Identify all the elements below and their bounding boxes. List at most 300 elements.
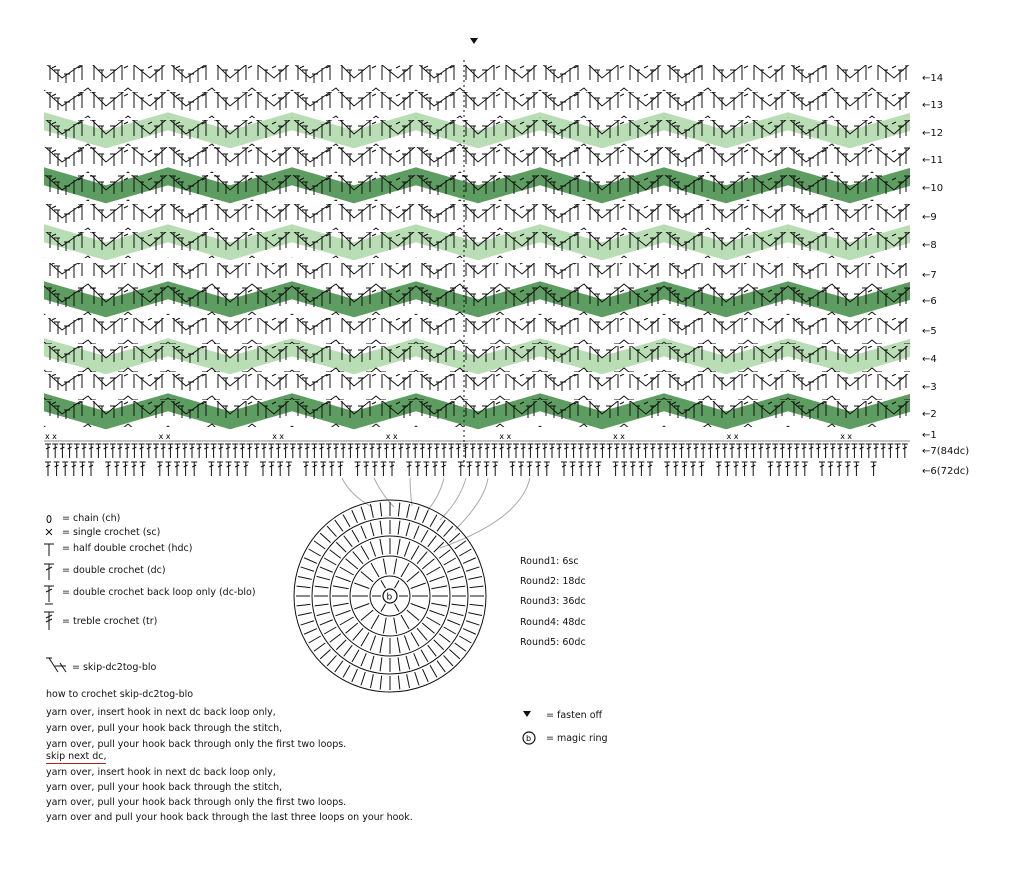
base-stitch [587, 462, 593, 476]
sc-stitch: x [392, 432, 398, 441]
round4-stitch [361, 653, 366, 666]
base-stitch [638, 462, 644, 476]
base-stitch [535, 444, 541, 458]
round4-stitch [324, 558, 336, 565]
stitch-row-11 [44, 147, 910, 173]
sc-stitch: x [272, 432, 277, 441]
base-stitch [700, 444, 706, 458]
row-label: ←5 [922, 326, 937, 337]
base-stitch [412, 444, 418, 458]
round-chart [294, 500, 486, 692]
base-stitch [767, 462, 773, 476]
base-stitch [549, 444, 555, 458]
row-label: ←10 [922, 183, 944, 194]
base-stitch [71, 462, 77, 476]
base-stitch [729, 444, 735, 458]
round5-stitch [314, 541, 325, 549]
round5-stitch [314, 643, 325, 651]
legend-tr-label: = treble crochet (tr) [62, 616, 158, 627]
round2-stitch [407, 572, 419, 582]
round4-stitch [324, 627, 336, 634]
base-stitch [466, 462, 472, 476]
base-stitch [131, 444, 137, 458]
round5-stitch [470, 604, 484, 605]
round4-stitch [450, 576, 464, 580]
base-stitch [621, 444, 627, 458]
base-stitch [578, 444, 584, 458]
base-stitch [333, 444, 339, 458]
round-5: Round5: 60dc [520, 637, 586, 648]
base-stitch [715, 444, 721, 458]
round5-stitch [320, 650, 330, 659]
round3-stitch [380, 539, 383, 555]
instruction-step-7: yarn over, pull your hook back through only the first two loops. [46, 797, 347, 808]
round5-stitch [444, 526, 453, 536]
base-stitch [679, 444, 685, 458]
round5-stitch [301, 567, 314, 571]
round5-stitch [327, 526, 336, 536]
base-stitch [54, 462, 60, 476]
base-stitch [722, 444, 728, 458]
base-stitch [131, 462, 137, 476]
row-label: ←2 [922, 409, 937, 420]
base-stitch [830, 444, 836, 458]
round5-stitch [466, 621, 479, 625]
base-stitch [693, 444, 699, 458]
stitch-row-14 [44, 65, 910, 91]
round4-stitch [330, 634, 341, 643]
base-stitch [290, 444, 296, 458]
round5-stitch [455, 643, 466, 651]
round5-stitch [463, 558, 476, 564]
base-stitch [432, 462, 438, 476]
base-stitch [182, 444, 188, 458]
base-stitch [423, 462, 429, 476]
base-stitch [837, 444, 843, 458]
base-stitch [851, 444, 857, 458]
round1-stitch [381, 604, 386, 612]
base-stitch [458, 462, 464, 476]
round5-stitch [449, 650, 459, 659]
base-stitch [448, 444, 454, 458]
round5-stitch [466, 567, 479, 571]
row-label: ←6(72dc) [922, 466, 970, 477]
round-2: Round2: 18dc [520, 576, 586, 587]
base-stitch [585, 444, 591, 458]
base-stitch [218, 444, 224, 458]
round4-stitch [434, 640, 444, 650]
round5-stitch [470, 586, 484, 587]
base-stitch [527, 462, 533, 476]
base-stitch [398, 444, 404, 458]
round4-stitch [439, 634, 450, 643]
base-stitch [743, 444, 749, 458]
round5-stitch [459, 549, 471, 556]
base-stitch [621, 462, 627, 476]
base-stitch [787, 444, 793, 458]
base-stitch [45, 462, 51, 476]
round4-stitch [330, 550, 341, 559]
base-stitch [347, 444, 353, 458]
base-stitch [211, 444, 217, 458]
stitch-row-5 [44, 318, 910, 344]
round5-stitch [415, 672, 419, 685]
base-stitch [571, 444, 577, 458]
base-stitch [312, 462, 318, 476]
base-stitch [297, 444, 303, 458]
base-stitch [326, 444, 332, 458]
base-stitch [103, 444, 109, 458]
round3-stitch [380, 637, 383, 653]
round3-stitch [411, 546, 419, 560]
stitch-row-12 [44, 120, 910, 146]
fasten-off-label: = fasten off [546, 710, 603, 721]
round4-stitch [451, 604, 465, 606]
base-stitch [277, 462, 283, 476]
base-stitch [895, 444, 901, 458]
round5-stitch [463, 629, 476, 635]
round4-stitch [451, 586, 465, 588]
round-1: Round1: 6sc [520, 556, 579, 567]
round5-stitch [430, 515, 437, 527]
round5-stitch [437, 520, 445, 531]
base-stitch [217, 462, 223, 476]
round5-stitch [304, 629, 317, 635]
base-stitch [556, 444, 562, 458]
sc-stitch: x [52, 432, 57, 441]
base-stitch [415, 462, 421, 476]
base-stitch [643, 444, 649, 458]
instructions-title: how to crochet skip-dc2tog-blo [46, 689, 194, 700]
base-stitch [724, 462, 730, 476]
base-stitch [902, 444, 908, 458]
legend-hdc-label: = half double crochet (hdc) [62, 543, 193, 554]
base-stitch [823, 444, 829, 458]
base-stitch [303, 462, 309, 476]
instruction-step-6: yarn over, pull your hook back through the stitch, [46, 782, 283, 793]
base-stitch [88, 444, 94, 458]
round5-stitch [361, 672, 365, 685]
base-stitch [819, 462, 825, 476]
base-stitch [45, 444, 51, 458]
round4-stitch [444, 558, 456, 565]
round5-stitch [309, 636, 321, 643]
sc-stitch: x [733, 432, 739, 441]
instruction-step-1: yarn over, insert hook in next dc back loop only, [46, 707, 276, 718]
base-stitch [845, 462, 851, 476]
round4-stitch [428, 645, 437, 656]
row-label: ←7(84dc) [922, 446, 970, 457]
round2-stitch [383, 618, 386, 634]
base-stitch [873, 444, 879, 458]
round5-stitch [415, 507, 419, 520]
base-stitch [81, 444, 87, 458]
base-stitch [146, 444, 152, 458]
base-stitch [391, 444, 397, 458]
sc-stitch: x [726, 432, 732, 441]
base-stitch [275, 444, 281, 458]
sc-stitch: x [45, 432, 50, 441]
base-stitch [304, 444, 310, 458]
round5-stitch [361, 507, 365, 520]
round3-stitch [340, 567, 354, 575]
legend-dc-label: = double crochet (dc) [62, 565, 166, 576]
sc-stitch: x [506, 432, 512, 441]
base-stitch [362, 444, 368, 458]
base-stitch [614, 444, 620, 458]
base-stitch [716, 462, 722, 476]
stitch-row-4 [44, 346, 910, 372]
base-stitch [434, 444, 440, 458]
round5-stitch [298, 576, 312, 579]
round3-stitch [404, 635, 409, 650]
stitch-row-8 [44, 232, 910, 258]
base-stitch [363, 462, 369, 476]
base-stitch [808, 444, 814, 458]
round3-stitch [426, 617, 440, 625]
base-stitch [628, 444, 634, 458]
base-stitch [191, 462, 197, 476]
base-stitch [776, 462, 782, 476]
round5-stitch [398, 503, 399, 517]
round5-stitch [343, 515, 350, 527]
round3-stitch [340, 617, 354, 625]
round2-stitch [354, 583, 369, 588]
base-stitch [369, 444, 375, 458]
magic-ring-label: = magic ring [546, 733, 608, 744]
base-stitch [785, 462, 791, 476]
fasten-off-icon [523, 711, 531, 717]
round2-stitch [394, 618, 397, 634]
base-stitch [208, 462, 214, 476]
base-stitch [286, 462, 292, 476]
round2-stitch [354, 604, 369, 609]
legend-chain-label: = chain (ch) [62, 513, 121, 524]
base-stitch [389, 462, 395, 476]
base-stitch [232, 444, 238, 458]
round5-stitch [297, 604, 311, 605]
round3-stitch [431, 603, 447, 606]
base-stitch [67, 444, 73, 458]
round2-stitch [411, 604, 426, 609]
base-stitch [383, 444, 389, 458]
base-stitch [844, 444, 850, 458]
base-stitch [355, 462, 361, 476]
base-stitch [484, 444, 490, 458]
row-label: ←4 [922, 354, 937, 365]
row-label: ←12 [922, 128, 944, 139]
base-stitch [657, 444, 663, 458]
base-stitch [165, 462, 171, 476]
base-stitch [750, 462, 756, 476]
round5-stitch [468, 576, 482, 579]
round5-stitch [370, 674, 373, 688]
legend-dc-blo-label: = double crochet back loop only (dc-blo) [62, 587, 256, 598]
base-stitch [95, 444, 101, 458]
instruction-step-5: yarn over, insert hook in next dc back loop only, [46, 767, 276, 778]
round4-stitch [439, 550, 450, 559]
round4-stitch [336, 542, 346, 552]
instruction-step-4: skip next dc, [46, 751, 107, 762]
round4-stitch [406, 523, 410, 537]
round1-stitch [395, 604, 400, 612]
base-stitch [736, 444, 742, 458]
round5-stitch [459, 636, 471, 643]
row-label: ←1 [922, 430, 937, 441]
base-stitch [372, 462, 378, 476]
round4-stitch [444, 627, 456, 634]
row-label: ←6 [922, 296, 937, 307]
round5-stitch [468, 613, 482, 616]
base-stitch [499, 444, 505, 458]
round-4: Round4: 48dc [520, 617, 586, 628]
base-stitch [355, 444, 361, 458]
base-stitch [243, 462, 249, 476]
base-stitch [828, 462, 834, 476]
round2-stitch [401, 563, 409, 577]
base-stitch [175, 444, 181, 458]
base-stitch [225, 444, 231, 458]
base-stitch [139, 444, 145, 458]
round3-stitch [346, 623, 358, 633]
base-stitch [613, 462, 619, 476]
connector-lines [342, 478, 530, 548]
base-stitch [114, 462, 120, 476]
base-stitch [647, 462, 653, 476]
round5-stitch [301, 621, 314, 625]
row-label: ←9 [922, 212, 937, 223]
round4-stitch [421, 650, 428, 662]
stitch-row-2 [44, 401, 910, 427]
base-stitch [671, 444, 677, 458]
base-stitch [167, 444, 173, 458]
row-label: ←13 [922, 100, 944, 111]
round4-stitch [428, 536, 437, 547]
base-stitch [405, 444, 411, 458]
round3-stitch [422, 623, 434, 633]
round2-stitch [371, 615, 379, 629]
base-stitch [664, 462, 670, 476]
base-stitch [772, 444, 778, 458]
base-stitch [419, 444, 425, 458]
round4-stitch [450, 612, 464, 616]
base-stitch [765, 444, 771, 458]
round5-stitch [335, 661, 343, 672]
base-stitch [535, 462, 541, 476]
base-stitch [542, 444, 548, 458]
base-stitch [561, 462, 567, 476]
base-stitch [79, 462, 85, 476]
svg-text:b: b [526, 734, 532, 743]
base-stitch [570, 462, 576, 476]
row-label: ←8 [922, 240, 937, 251]
round4-stitch [370, 656, 374, 670]
round3-stitch [361, 546, 369, 560]
round5-stitch [297, 586, 311, 587]
stitch-row-7 [44, 263, 910, 289]
sc-stitch: x [840, 432, 845, 441]
round4-stitch [398, 657, 400, 671]
round3-stitch [333, 603, 349, 606]
base-stitch [441, 462, 447, 476]
base-stitch [492, 462, 498, 476]
base-stitch [189, 444, 195, 458]
top-marker-icon [470, 38, 478, 44]
round5-stitch [352, 669, 358, 682]
round5-stitch [352, 510, 358, 523]
base-stitch [595, 462, 601, 476]
base-stitch [690, 462, 696, 476]
base-stitch [380, 462, 386, 476]
round4-stitch [352, 530, 359, 542]
round3-stitch [335, 576, 350, 581]
base-stitch [174, 462, 180, 476]
round2-stitch [394, 559, 397, 575]
base-stitch [664, 444, 670, 458]
base-stitch [707, 444, 713, 458]
round5-stitch [407, 674, 410, 688]
base-stitch [196, 444, 202, 458]
round2-stitch [361, 572, 373, 582]
round-3: Round3: 36dc [520, 596, 586, 607]
base-stitch [681, 462, 687, 476]
base-stitch [340, 444, 346, 458]
base-stitch [794, 444, 800, 458]
stitch-row-9 [44, 204, 910, 230]
round1-stitch [381, 580, 386, 588]
round4-stitch [414, 526, 419, 539]
base-stitch [254, 444, 260, 458]
round5-stitch [398, 676, 399, 690]
round5-stitch [423, 510, 429, 523]
round4-stitch [336, 640, 346, 650]
round4-stitch [344, 536, 353, 547]
base-stitch [269, 462, 275, 476]
round5-stitch [423, 669, 429, 682]
base-stitch [484, 462, 490, 476]
base-stitch [815, 444, 821, 458]
base-stitch [742, 462, 748, 476]
base-stitch [427, 444, 433, 458]
row-label: ←14 [922, 73, 944, 84]
round4-stitch [317, 612, 331, 616]
base-stitch [153, 444, 159, 458]
sc-stitch: x [620, 432, 625, 441]
round3-stitch [346, 559, 358, 569]
base-stitch [376, 444, 382, 458]
round5-stitch [343, 665, 350, 677]
round4-stitch [352, 650, 359, 662]
base-stitch [578, 462, 584, 476]
base-stitch [802, 462, 808, 476]
base-stitch [758, 444, 764, 458]
base-stitch [650, 444, 656, 458]
round4-stitch [315, 586, 329, 588]
base-stitch [599, 444, 605, 458]
round4-stitch [406, 656, 410, 670]
base-stitch [455, 444, 461, 458]
round5-stitch [444, 655, 453, 665]
round4-stitch [421, 530, 428, 542]
round3-stitch [404, 541, 409, 556]
base-stitch [160, 444, 166, 458]
base-stitch [329, 462, 335, 476]
round5-stitch [430, 665, 437, 677]
base-stitch [793, 462, 799, 476]
round3-stitch [411, 632, 419, 646]
base-stitch [733, 462, 739, 476]
base-stitch [124, 444, 130, 458]
